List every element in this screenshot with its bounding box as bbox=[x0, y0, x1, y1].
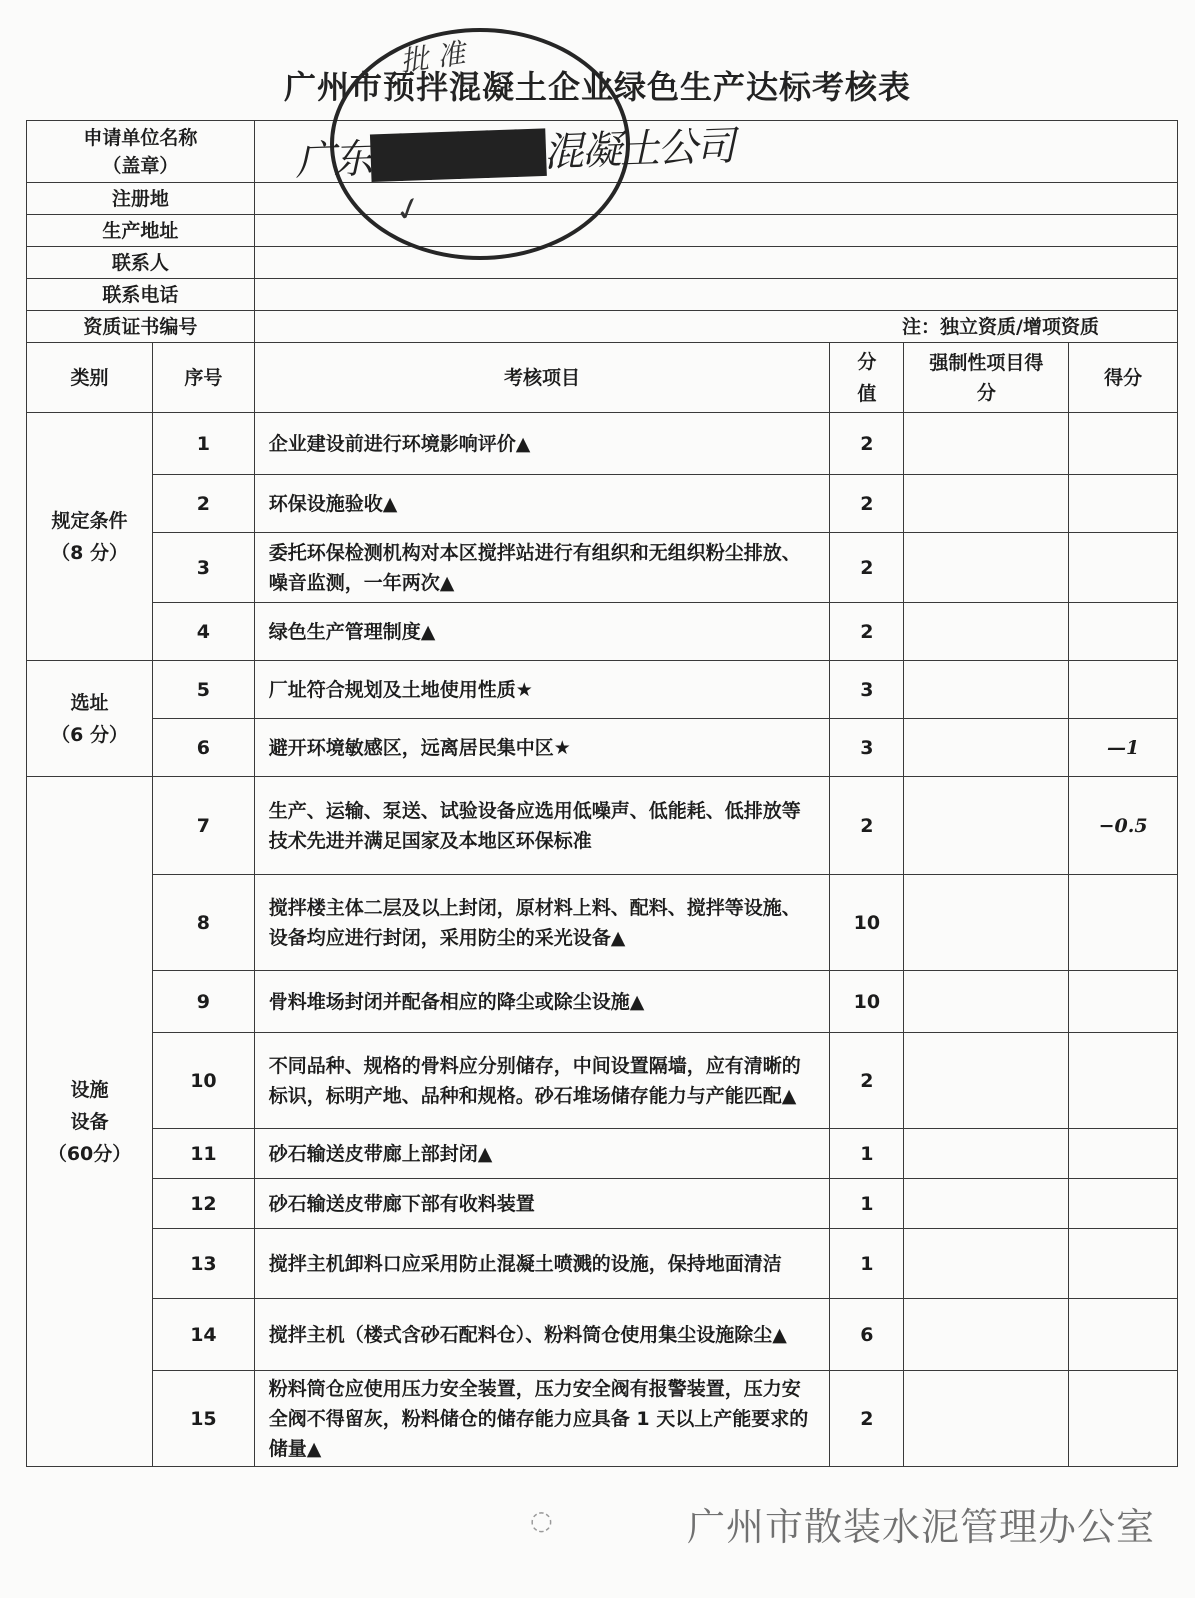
row-number: 15 bbox=[153, 1371, 255, 1467]
info-label: 注册地 bbox=[27, 183, 255, 215]
row-number: 7 bbox=[153, 777, 255, 875]
header-item: 考核项目 bbox=[254, 343, 829, 413]
row-mandatory-score bbox=[904, 475, 1069, 533]
row-points: 3 bbox=[830, 661, 904, 719]
row-points: 1 bbox=[830, 1179, 904, 1229]
row-mandatory-score bbox=[904, 777, 1069, 875]
row-mandatory-score bbox=[904, 1299, 1069, 1371]
info-value bbox=[254, 279, 1177, 311]
row-item: 搅拌主机（楼式含砂石配料仓）、粉料筒仓使用集尘设施除尘▲ bbox=[254, 1299, 829, 1371]
row-points: 2 bbox=[830, 475, 904, 533]
row-item: 粉料筒仓应使用压力安全装置，压力安全阀有报警装置，压力安全阀不得留灰，粉料储仓的储存能力应具备 1 天以上产能要求的储量▲ bbox=[254, 1371, 829, 1467]
row-score bbox=[1069, 1129, 1178, 1179]
row-item: 生产、运输、泵送、试验设备应选用低噪声、低能耗、低排放等技术先进并满足国家及本地区环保标准 bbox=[254, 777, 829, 875]
row-number: 1 bbox=[153, 413, 255, 475]
row-score bbox=[1069, 971, 1178, 1033]
row-item: 环保设施验收▲ bbox=[254, 475, 829, 533]
footer-watermark: 广州市散装水泥管理办公室 bbox=[686, 1505, 1155, 1549]
row-number: 11 bbox=[153, 1129, 255, 1179]
row-item: 委托环保检测机构对本区搅拌站进行有组织和无组织粉尘排放、噪音监测，一年两次▲ bbox=[254, 533, 829, 603]
row-item: 不同品种、规格的骨料应分别储存，中间设置隔墙，应有清晰的标识，标明产地、品种和规格。砂石堆场储存能力与产能匹配▲ bbox=[254, 1033, 829, 1129]
row-points: 2 bbox=[830, 777, 904, 875]
row-score bbox=[1069, 603, 1178, 661]
row-mandatory-score bbox=[904, 1033, 1069, 1129]
row-item: 搅拌楼主体二层及以上封闭，原材料上料、配料、搅拌等设施、设备均应进行封闭，采用防尘的采光设备▲ bbox=[254, 875, 829, 971]
header-mandatory-score: 强制性项目得分 bbox=[904, 343, 1069, 413]
row-points: 2 bbox=[830, 1371, 904, 1467]
row-points: 2 bbox=[830, 1033, 904, 1129]
row-score bbox=[1069, 661, 1178, 719]
row-score bbox=[1069, 533, 1178, 603]
row-item: 绿色生产管理制度▲ bbox=[254, 603, 829, 661]
applicant-company-handwriting: 广东██████混凝土公司 bbox=[294, 123, 735, 185]
row-mandatory-score bbox=[904, 603, 1069, 661]
row-points: 1 bbox=[830, 1229, 904, 1299]
row-number: 6 bbox=[153, 719, 255, 777]
info-label: 生产地址 bbox=[27, 215, 255, 247]
form-title: 广州市预拌混凝土企业绿色生产达标考核表 bbox=[283, 68, 911, 106]
row-points: 10 bbox=[830, 875, 904, 971]
row-number: 12 bbox=[153, 1179, 255, 1229]
row-mandatory-score bbox=[904, 661, 1069, 719]
row-number: 14 bbox=[153, 1299, 255, 1371]
row-item: 企业建设前进行环境影响评价▲ bbox=[254, 413, 829, 475]
header-points: 分值 bbox=[830, 343, 904, 413]
row-mandatory-score bbox=[904, 875, 1069, 971]
row-points: 2 bbox=[830, 603, 904, 661]
row-points: 10 bbox=[830, 971, 904, 1033]
row-points: 2 bbox=[830, 533, 904, 603]
row-points: 3 bbox=[830, 719, 904, 777]
row-score bbox=[1069, 1299, 1178, 1371]
row-item: 厂址符合规划及土地使用性质★ bbox=[254, 661, 829, 719]
row-number: 4 bbox=[153, 603, 255, 661]
row-number: 8 bbox=[153, 875, 255, 971]
header-score: 得分 bbox=[1069, 343, 1178, 413]
qualification-note: 注：独立资质/增项资质 bbox=[254, 311, 1177, 343]
seal-handwriting: 批 准 bbox=[398, 36, 468, 79]
info-label: 申请单位名称 （盖章） bbox=[27, 121, 255, 183]
assessment-table bbox=[26, 120, 1178, 1467]
category-cell: 设施 设备 （60分） bbox=[27, 777, 153, 1467]
row-mandatory-score bbox=[904, 413, 1069, 475]
row-number: 5 bbox=[153, 661, 255, 719]
row-score bbox=[1069, 875, 1178, 971]
row-mandatory-score bbox=[904, 1229, 1069, 1299]
row-item: 砂石输送皮带廊下部有收料装置 bbox=[254, 1179, 829, 1229]
row-score bbox=[1069, 1371, 1178, 1467]
row-mandatory-score bbox=[904, 971, 1069, 1033]
row-points: 2 bbox=[830, 413, 904, 475]
row-item: 搅拌主机卸料口应采用防止混凝土喷溅的设施，保持地面清洁 bbox=[254, 1229, 829, 1299]
row-number: 2 bbox=[153, 475, 255, 533]
info-label: 联系电话 bbox=[27, 279, 255, 311]
row-item: 骨料堆场封闭并配备相应的降尘或除尘设施▲ bbox=[254, 971, 829, 1033]
row-score bbox=[1069, 1229, 1178, 1299]
row-points: 6 bbox=[830, 1299, 904, 1371]
category-cell: 规定条件 （8 分） bbox=[27, 413, 153, 661]
category-cell: 选址 （6 分） bbox=[27, 661, 153, 777]
row-score bbox=[1069, 1033, 1178, 1129]
row-item: 避开环境敏感区，远离居民集中区★ bbox=[254, 719, 829, 777]
header-number: 序号 bbox=[153, 343, 255, 413]
header-category: 类别 bbox=[27, 343, 153, 413]
check-mark-icon: ✓ bbox=[390, 187, 427, 231]
row-mandatory-score bbox=[904, 533, 1069, 603]
row-mandatory-score bbox=[904, 1129, 1069, 1179]
info-label: 联系人 bbox=[27, 247, 255, 279]
row-number: 9 bbox=[153, 971, 255, 1033]
row-points: 1 bbox=[830, 1129, 904, 1179]
row-score bbox=[1069, 413, 1178, 475]
info-value bbox=[254, 247, 1177, 279]
row-mandatory-score bbox=[904, 719, 1069, 777]
row-score bbox=[1069, 1179, 1178, 1229]
wechat-watermark-icon: ◌ bbox=[530, 1506, 553, 1536]
row-number: 13 bbox=[153, 1229, 255, 1299]
row-number: 3 bbox=[153, 533, 255, 603]
info-label: 资质证书编号 bbox=[27, 311, 255, 343]
row-score: —1 bbox=[1069, 719, 1178, 777]
row-score: −0.5 bbox=[1069, 777, 1178, 875]
row-score bbox=[1069, 475, 1178, 533]
row-mandatory-score bbox=[904, 1179, 1069, 1229]
row-item: 砂石输送皮带廊上部封闭▲ bbox=[254, 1129, 829, 1179]
row-mandatory-score bbox=[904, 1371, 1069, 1467]
row-number: 10 bbox=[153, 1033, 255, 1129]
